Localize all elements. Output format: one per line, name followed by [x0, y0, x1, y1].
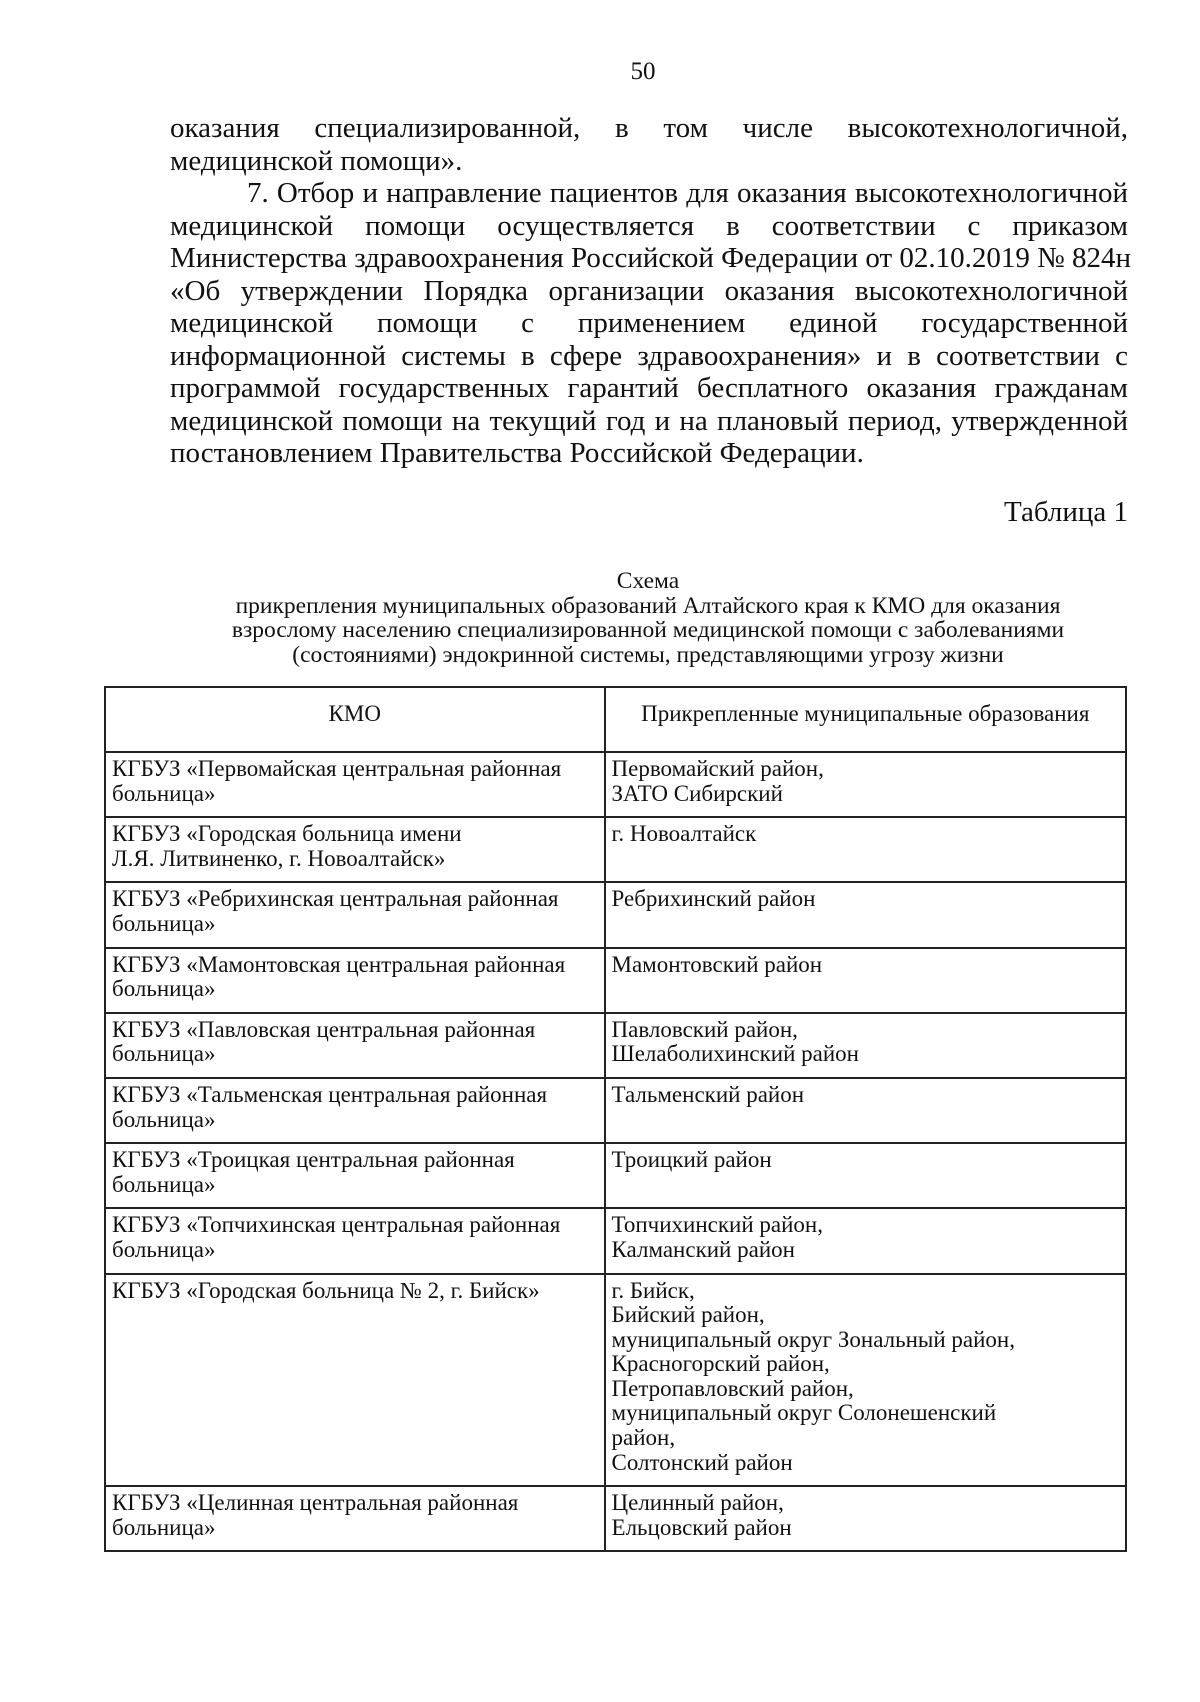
area-line: Ребрихинский район	[611, 886, 816, 912]
area-line: Троицкий район	[611, 1147, 772, 1173]
kmo-line: Л.Я. Литвиненко, г. Новоалтайск»	[112, 845, 446, 871]
text-line: информационной системы в сфере здравоохранения» и в соответствии с	[170, 339, 1128, 372]
text-line: медицинской помощи осуществляется в соответствии с приказом	[170, 209, 1128, 242]
area-line: Петропавловский район,	[611, 1375, 854, 1401]
kmo-line: больница»	[112, 1236, 216, 1262]
area-line: г. Бийск,	[611, 1277, 695, 1303]
kmo-line: КГБУЗ «Троицкая центральная районная	[112, 1147, 515, 1173]
text-line: медицинской помощи».	[170, 144, 463, 177]
kmo-cell	[105, 817, 605, 882]
kmo-cell	[105, 1486, 605, 1551]
area-line: Первомайский район,	[611, 756, 824, 781]
area-line: Ельцовский район	[611, 1514, 792, 1540]
kmo-line: КГБУЗ «Тальменская центральная районная	[112, 1081, 548, 1107]
area-line: Целинный район,	[611, 1490, 784, 1516]
header-areas: Прикрепленные муниципальные образования	[605, 687, 1126, 752]
header-kmo: КМО	[105, 687, 605, 752]
table-row	[105, 882, 1126, 947]
text-line: медицинской помощи с применением единой государственной	[170, 307, 1128, 339]
kmo-line: КГБУЗ «Ребрихинская центральная районная	[112, 886, 559, 912]
areas-cell	[605, 752, 1126, 817]
kmo-cell	[105, 948, 605, 1013]
kmo-line: КГБУЗ «Павловская центральная районная	[112, 1016, 536, 1042]
kmo-line: КГБУЗ «Городская больница имени	[112, 821, 462, 847]
kmo-cell	[105, 752, 605, 817]
kmo-line: КГБУЗ «Городская больница № 2, г. Бийск»	[112, 1277, 540, 1303]
text-line: 7. Отбор и направление пациентов для оказания высокотехнологичной	[247, 177, 1128, 209]
page-number: 50	[630, 58, 656, 85]
table-row	[105, 752, 1126, 817]
table-caption	[170, 569, 1126, 667]
kmo-line: больница»	[112, 1106, 216, 1132]
kmo-line: больница»	[112, 1041, 216, 1067]
area-line: Бийский район,	[611, 1302, 765, 1328]
text-line: «Об утверждении Порядка организации оказания высокотехнологичной	[170, 274, 1128, 307]
kmo-line: больница»	[112, 910, 216, 936]
areas-cell	[605, 948, 1126, 1013]
table-row	[105, 1078, 1126, 1143]
text-line: медицинской помощи на текущий год и на плановый период, утвержденной	[170, 404, 1128, 437]
table-row	[105, 1143, 1126, 1208]
table-row	[105, 1013, 1126, 1078]
table-row	[105, 948, 1126, 1013]
area-line: Красногорский район,	[611, 1351, 830, 1377]
table-row	[105, 817, 1126, 882]
text-line: оказания специализированной, в том числе высокотехнологичной,	[170, 112, 1128, 144]
table-label: Таблица 1	[1003, 496, 1128, 528]
attachment-table	[104, 686, 1127, 1552]
kmo-line: больница»	[112, 976, 216, 1002]
areas-cell	[605, 1208, 1126, 1273]
caption-line: взрослому населению специализированной медицинской помощи с заболеваниями	[231, 617, 1065, 643]
kmo-line: больница»	[112, 780, 216, 806]
area-line: Шелаболихинский район	[611, 1041, 859, 1067]
kmo-cell	[105, 1143, 605, 1208]
kmo-cell	[105, 1208, 605, 1273]
kmo-cell	[105, 1078, 605, 1143]
area-line: Тальменский район	[611, 1081, 805, 1107]
area-line: г. Новоалтайск	[611, 821, 757, 847]
areas-cell	[605, 1078, 1126, 1143]
areas-cell	[605, 882, 1126, 947]
kmo-cell	[105, 1274, 605, 1487]
area-line: Топчихинский район,	[611, 1212, 823, 1238]
area-line: муниципальный округ Зональный район,	[611, 1326, 1015, 1352]
areas-cell	[605, 1013, 1126, 1078]
paragraph-continuation	[170, 112, 1128, 177]
caption-line: (состояниями) эндокринной системы, представляющими угрозу жизни	[292, 641, 1004, 668]
areas-cell	[605, 817, 1126, 882]
kmo-line: больница»	[112, 1514, 216, 1540]
text-line: программой государственных гарантий бесплатного оказания гражданам	[170, 372, 1128, 404]
area-line: Калманский район	[611, 1236, 795, 1262]
area-line: муниципальный округ Солонешенский	[611, 1400, 997, 1426]
table-row	[105, 1274, 1126, 1487]
caption-line: прикрепления муниципальных образований Алтайского края к КМО для оказания	[235, 592, 1061, 619]
area-line: Павловский район,	[611, 1016, 798, 1042]
kmo-line: КГБУЗ «Первомайская центральная районная	[112, 756, 562, 781]
text-line: Министерства здравоохранения Российской Федерации от 02.10.2019 № 824н	[170, 242, 1132, 274]
kmo-line: КГБУЗ «Целинная центральная районная	[112, 1490, 519, 1516]
areas-cell	[605, 1143, 1126, 1208]
kmo-cell	[105, 882, 605, 947]
areas-cell	[605, 1274, 1126, 1487]
kmo-line: больница»	[112, 1171, 216, 1197]
text-line: постановлением Правительства Российской Федерации.	[170, 437, 864, 469]
table-row	[105, 1486, 1126, 1551]
area-line: Мамонтовский район	[611, 951, 823, 977]
paragraph-item-7	[170, 177, 1132, 470]
area-line: ЗАТО Сибирский	[611, 780, 783, 806]
table-row	[105, 1208, 1126, 1273]
kmo-cell	[105, 1013, 605, 1078]
area-line: район,	[611, 1425, 676, 1451]
table-header-row	[105, 687, 1126, 752]
caption-line: Схема	[616, 568, 680, 594]
areas-cell	[605, 1486, 1126, 1551]
kmo-line: КГБУЗ «Топчихинская центральная районная	[112, 1212, 561, 1238]
kmo-line: КГБУЗ «Мамонтовская центральная районная	[112, 951, 566, 977]
area-line: Солтонский район	[611, 1449, 793, 1475]
